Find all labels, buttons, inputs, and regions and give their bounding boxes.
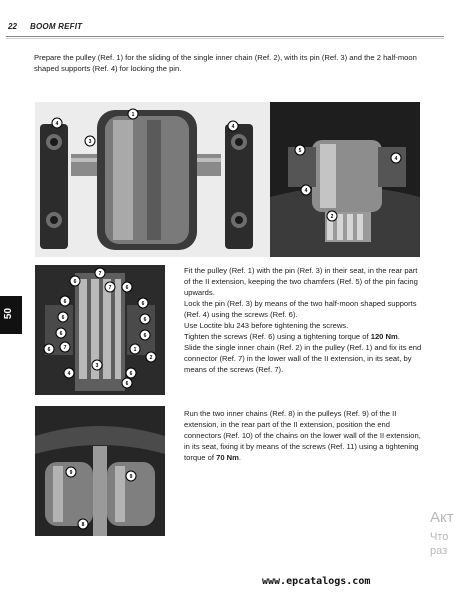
step-text-part: .: [397, 332, 400, 341]
callout-label: 4: [304, 188, 308, 194]
pulley-installed-illustration: [270, 102, 420, 257]
step-run-chains: [184, 408, 424, 463]
step-text: Lock the pin (Ref. 3) by means of the two half-moon shaped supports (Ref. 4) using the screws (Ref. 6).: [184, 299, 417, 319]
step-text: Use Loctite blu 243 before tightening the screws.: [184, 321, 349, 330]
torque-value: 120 Nm: [370, 332, 398, 341]
step-text: [184, 408, 424, 463]
callout-label: 6: [125, 285, 129, 291]
callout-label: 6: [73, 279, 77, 285]
photo-pulley-installed: [270, 102, 420, 257]
callout-label: 9: [69, 470, 73, 476]
callout-label: 8: [81, 522, 85, 528]
callout-label: 1: [131, 112, 135, 118]
intro-text: Prepare the pulley (Ref. 1) for the sliding of the single inner chain (Ref. 2), with its pin (Ref. 3) and the 2 half-moon shaped supports (Ref. 4) for locking the pin.: [34, 53, 417, 73]
step-text-part: Run the two inner chains (Ref. 8) in the pulleys (Ref. 9) of the II extension, in the rear part of the II extension, position the end connectors (Ref. 10) of the chains on the lower wall of the II extension, in its seat, fixing it by means of the screws (Ref. 11) using a tightening torque of: [184, 409, 421, 462]
callout-label: 5: [298, 148, 302, 154]
callout-label: 4: [394, 156, 398, 162]
step-text: Fit the pulley (Ref. 1) with the pin (Ref. 3) in their seat, in the rear part of the II extension, keeping the two chamfers (Ref. 5) of the pin facing upwards.: [184, 266, 418, 297]
page-header: [0, 0, 456, 36]
activation-watermark: [430, 510, 456, 558]
callout-label: 7: [98, 271, 102, 277]
callout-label: 4: [55, 121, 59, 127]
header-divider-secondary: [6, 38, 444, 39]
step-text-part: Tighten the screws (Ref. 6) using a tightening torque of: [184, 332, 371, 341]
intro-paragraph: [34, 52, 424, 74]
pulley-parts-illustration: [35, 102, 270, 257]
chain-screws-illustration: [35, 265, 165, 395]
photo-inner-chains: [35, 406, 165, 536]
footer-site-link[interactable]: www.epcatalogs.com: [262, 576, 371, 587]
watermark-line: Что: [430, 531, 449, 543]
callout-label: 6: [47, 347, 51, 353]
step-text: Slide the single inner chain (Ref. 2) in the pulley (Ref. 1) and fix its end connector (Ref. 7) in the lower wall of the II extension, in its seat, by means of the screws (Ref. 7).: [184, 343, 422, 374]
callout-label: 4: [231, 124, 235, 130]
callout-label: 2: [149, 355, 153, 361]
step-text: [184, 331, 424, 342]
callout-label: 2: [330, 214, 334, 220]
callout-label: 6: [59, 331, 63, 337]
step-text-part: .: [238, 453, 242, 462]
callout-label: 7: [108, 285, 112, 291]
torque-value: 70 Nm: [216, 453, 239, 462]
callout-label: 6: [141, 301, 145, 307]
photo-pulley-parts: [35, 102, 270, 257]
step-fit-pulley: [184, 265, 424, 375]
photo-chain-screws: [35, 265, 165, 395]
callout-label: 3: [88, 139, 92, 145]
section-title: BOOM REFIT: [30, 22, 83, 31]
callout-label: 6: [143, 317, 147, 323]
callout-label: 3: [95, 363, 99, 369]
watermark-line: Акт: [430, 510, 454, 526]
callout-label: 4: [67, 371, 71, 377]
page-number: 22: [8, 22, 17, 31]
callout-label: 6: [125, 381, 129, 387]
callout-label: 6: [61, 315, 65, 321]
chapter-tab: [0, 296, 22, 334]
callout-label: 6: [143, 333, 147, 339]
callout-label: 1: [133, 347, 137, 353]
watermark-line: раз: [430, 545, 448, 557]
callout-label: 6: [129, 371, 133, 377]
chapter-tab-label: 50: [3, 307, 15, 320]
header-divider: [6, 36, 444, 37]
callout-label: 9: [129, 474, 133, 480]
callout-label: 7: [63, 345, 67, 351]
callout-label: 6: [63, 299, 67, 305]
inner-chains-illustration: [35, 406, 165, 536]
